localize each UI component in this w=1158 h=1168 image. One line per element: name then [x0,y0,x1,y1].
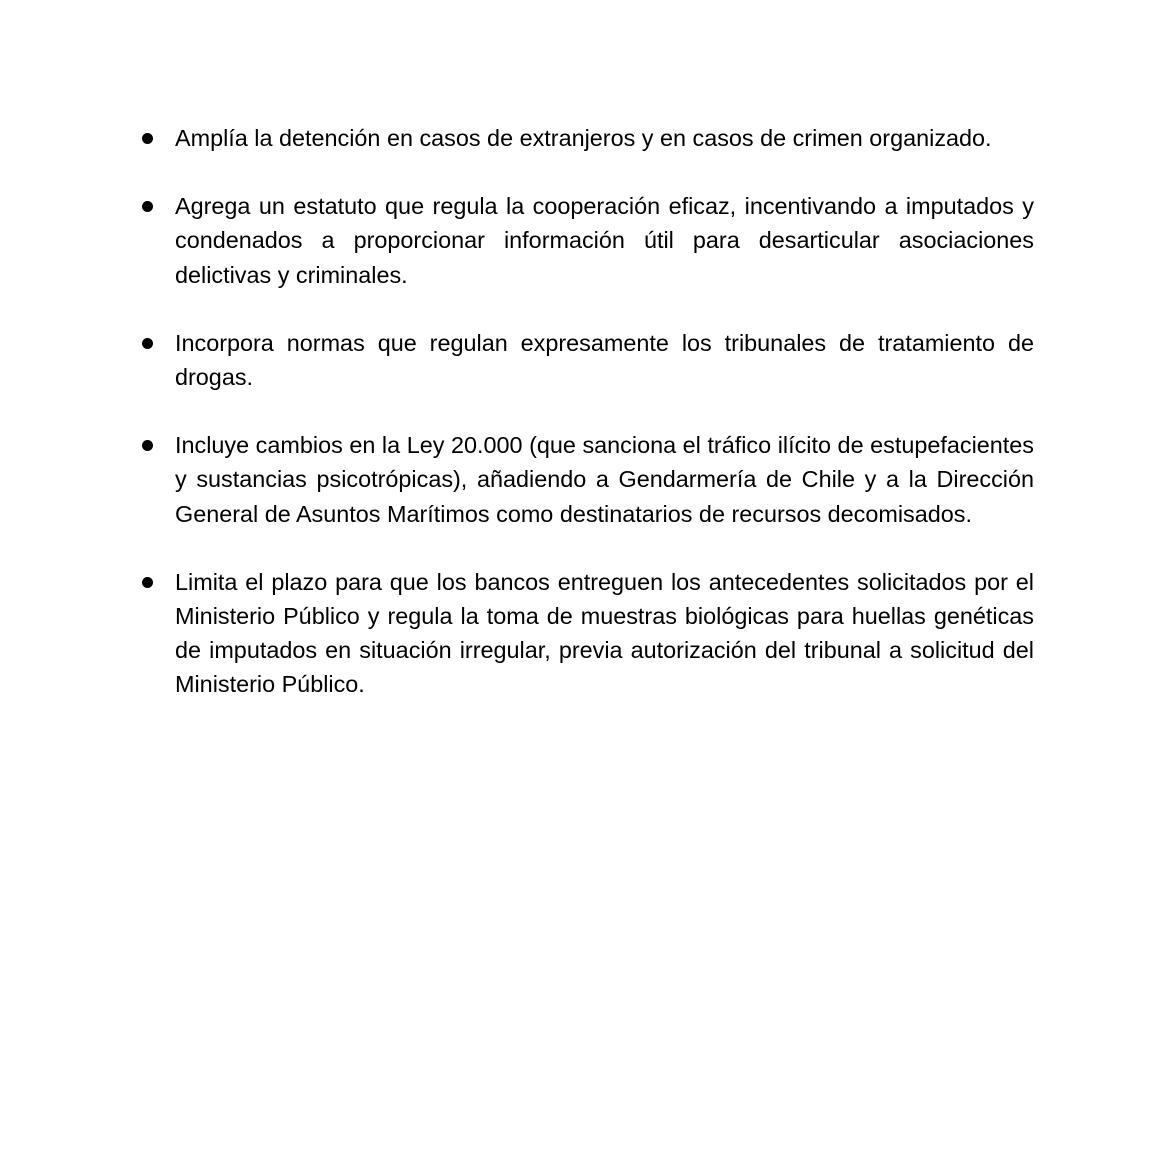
bullet-point-icon [142,338,153,349]
bullet-item [138,189,1034,292]
bullet-text: Incluye cambios en la Ley 20.000 (que sanciona el tráfico ilícito de estupefacientes y sustancias psicotrópicas), añadiendo a Gendarmería de Chile y a la Dirección General de Asuntos Marítimos como destinatarios de recursos decomisados. [175,432,1034,527]
bullet-point-icon [142,133,153,144]
bullet-list [138,121,1034,736]
bullet-text: Limita el plazo para que los bancos entreguen los antecedentes solicitados por el Ministerio Público y regula la toma de muestras biológicas para huellas genéticas de imputados en situación irregular, previa autorización del tribunal a solicitud del Ministerio Público. [175,568,1034,698]
bullet-text: Amplía la detención en casos de extranjeros y en casos de crimen organizado. [175,125,992,151]
bullet-item [138,428,1034,531]
bullet-point-icon [142,201,153,212]
bullet-point-icon [142,440,153,451]
bullet-item [138,565,1034,702]
bullet-item [138,326,1034,394]
bullet-item [138,121,1034,155]
bullet-point-icon [142,577,153,588]
bullet-text: Incorpora normas que regulan expresamente los tribunales de tratamiento de drogas. [175,329,1034,391]
bullet-text: Agrega un estatuto que regula la cooperación eficaz, incentivando a imputados y condenados a proporcionar información útil para desarticular asociaciones delictivas y criminales. [175,193,1034,288]
